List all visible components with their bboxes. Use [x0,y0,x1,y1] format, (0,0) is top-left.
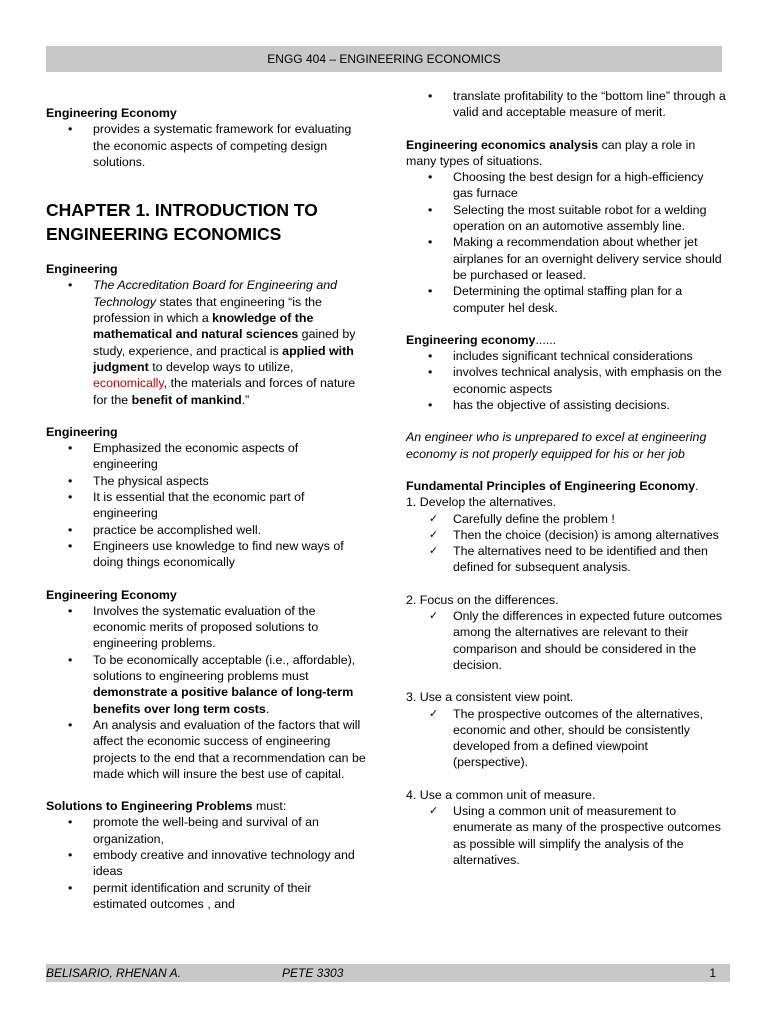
section-engineering-economy [46,587,366,783]
list-item: • Determining the optimal staffing plan for a computer hel desk. [406,283,726,316]
list-item: • provides a systematic framework for evaluating the economic aspects of competing design solutions. [46,121,366,170]
quote-text: to develop ways to utilize, [148,359,294,374]
principle-label: 3. Use a consistent view point. [406,690,574,705]
list-item: • practice be accomplished well. [46,522,366,538]
left-column [46,88,366,911]
italic-note: An engineer who is unprepared to excel at engineering economy is not properly equipped for his or her job [406,430,707,461]
principle-1 [406,494,726,575]
list-item: • includes significant technical considerations [406,348,726,364]
section-heading: Engineering Economy [46,587,177,602]
check-list [406,706,726,771]
principle-label: 4. Use a common unit of measure. [406,787,596,802]
section-heading: Engineering Economy [46,106,177,120]
list-item: • Selecting the most suitable robot for a welding operation on an automotive assembly line. [406,202,726,235]
check-list [406,803,726,868]
list-item: • Choosing the best design for a high-efficiency gas furnace [406,169,726,202]
quote-bold: knowledge of the mathematical and natural sciences [93,311,314,342]
list-item: • promote the well-being and survival of an organization, [46,814,366,847]
check-item: ✓ The prospective outcomes of the alternatives, economic and other, should be consistently developed from a defined viewpoint (perspective). [406,706,726,771]
section-heading: Solutions to Engineering Problems [46,799,253,814]
check-list [406,608,726,673]
list-item: • Engineers use knowledge to find new ways of doing things economically [46,538,366,571]
bullet-list [46,603,366,782]
page-number: 1 [709,966,716,980]
author-name: BELISARIO, RHENAN A. [46,966,181,980]
bullet-list [406,348,726,413]
list-item: • permit identification and scrunity of their estimated outcomes , and [46,880,366,913]
bullet-list [46,440,366,570]
list-item: • Involves the systematic evaluation of the economic merits of proposed solutions to engineering problems. [46,603,366,652]
chapter-block [46,198,366,246]
list-item: • The physical aspects [46,473,366,489]
quote-text: .” [241,392,250,407]
course-code: PETE 3303 [282,966,344,980]
principle-label: 1. Develop the alternatives. [406,495,557,510]
section-continued [406,88,726,121]
section-intro [406,137,726,170]
item-text: . [265,701,270,716]
section-engineering-aspects [46,424,366,571]
list-item: • involves technical analysis, with emphasis on the economic aspects [406,364,726,397]
bullet-list [46,814,366,912]
section-heading: Engineering [46,262,118,277]
item-text: To be economically acceptable (i.e., affordable), solutions to engineering problems must [93,652,356,684]
principle-3 [406,689,726,770]
heading-tail: . [695,478,699,493]
list-item: • embody creative and innovative technology and ideas [46,847,366,880]
list-item: • has the objective of assisting decisions. [406,397,726,413]
section-engineering-economy-intro [46,105,366,170]
section-engineering-economy-includes [406,332,726,413]
section-heading-line [406,332,726,348]
section-heading-line [406,478,726,494]
bullet-list [46,277,366,407]
list-item: • Emphasized the economic aspects of engineering [46,440,366,473]
check-item: ✓ Only the differences in expected future outcomes among the alternatives are relevant to their comparison and should be considered in the decision. [406,608,726,673]
quote-bold: benefit of mankind [131,392,242,407]
header-title: ENGG 404 – ENGINEERING ECONOMICS [267,52,501,66]
quote-text: , the materials and forces of nature for the [93,376,356,407]
list-item: • It is essential that the economic part of engineering [46,489,366,522]
section-analysis-situations [406,137,726,316]
list-item: • An analysis and evaluation of the factors that will affect the economic success of engineering projects to the end that a recommendation can be made which will insure the best use of capital. [46,717,366,782]
section-heading: Engineering [46,424,118,439]
check-item: ✓ Carefully define the problem ! [406,511,726,527]
check-item: ✓ Then the choice (decision) is among alternatives [406,527,726,543]
item-bold: demonstrate a positive balance of long-term benefits over long term costs [93,685,354,716]
section-heading: Engineering economy [406,332,536,347]
check-list [406,511,726,576]
heading-tail: ...... [535,332,557,347]
section-engineering-definition [46,261,366,408]
principle-label: 2. Focus on the differences. [406,592,559,607]
heading-tail: must: [252,799,287,814]
section-heading-line [46,798,366,814]
org-name: The Accreditation Board for Engineering and Technology [93,278,338,309]
section-heading: Fundamental Principles of Engineering Economy [406,478,696,493]
principle-2 [406,592,726,673]
bullet-list [46,121,366,170]
bullet-list [406,169,726,316]
quote-highlight: economically [93,376,164,391]
list-item-abet-quote [46,277,366,407]
section-heading: Engineering economics analysis [406,137,599,152]
quote-text: gained by study, experience, and practical is [93,327,356,358]
list-item: • translate profitability to the “bottom line” through a valid and acceptable measure of merit. [406,88,726,121]
list-item [46,652,366,717]
principle-4 [406,787,726,868]
page-header [46,46,722,72]
section-solutions [46,798,366,912]
heading-tail: can play a role in many types of situations. [406,137,696,168]
bullet-list [406,88,726,121]
chapter-title: CHAPTER 1. INTRODUCTION TO ENGINEERING ECONOMICS [46,200,318,245]
list-item: • Making a recommendation about whether jet airplanes for an overnight delivery service should be purchased or leased. [406,234,726,283]
check-item: ✓ The alternatives need to be identified and then defined for subsequent analysis. [406,543,726,576]
page-footer [46,964,730,982]
quote-bold: applied with judgment [93,343,354,374]
right-column [406,88,726,867]
quote-text: states that engineering “is the profession in which a [93,294,322,326]
section-fundamental-principles [406,478,726,868]
check-item: ✓ Using a common unit of measurement to enumerate as many of the prospective outcomes as possible will simplify the analysis of the alternatives. [406,803,726,868]
